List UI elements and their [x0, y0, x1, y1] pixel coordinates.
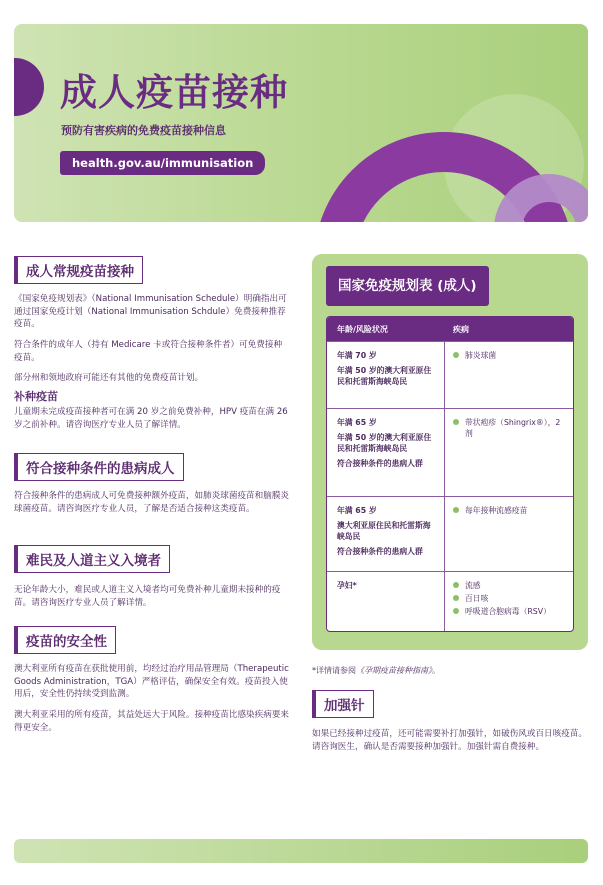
routine-paragraph-1: 《国家免疫规划表》（National Immunisation Schedule）明确指出可通过国家免疫计划（National Immunisation Schdule）免费接种推荐疫苗。: [14, 294, 287, 329]
age-line: 年满 65 岁: [337, 506, 377, 515]
table-row: [327, 496, 573, 571]
bullet-dot-icon: [453, 419, 459, 425]
catchup-paragraph: 儿童期未完成疫苗接种者可在满 20 岁之前免费补种，HPV 疫苗在满 26 岁之前补种。请咨询医疗专业人员了解详情。: [14, 407, 288, 430]
disease-item: 百日咳: [465, 594, 489, 603]
footer-bar: [14, 839, 588, 863]
disease-item: 呼吸道合胞病毒（RSV）: [465, 607, 551, 616]
website-link[interactable]: health.gov.au/immunisation: [60, 151, 265, 175]
bullet-dot-icon: [453, 582, 459, 588]
footnote: [312, 665, 440, 676]
footnote-link[interactable]: 《孕期疫苗接种指南》: [356, 666, 432, 675]
footnote-prefix: *详情请参阅: [312, 666, 356, 675]
column-header-disease: 疾病: [453, 324, 469, 334]
row-age-cell: [327, 497, 445, 571]
table-row: [327, 341, 573, 408]
age-line: 澳大利亚原住民和托雷斯海峡岛民: [337, 521, 431, 541]
row-disease-cell: [445, 342, 573, 408]
bullet-dot-icon: [453, 595, 459, 601]
age-line: 年满 70 岁: [337, 351, 377, 360]
disease-item: 每年接种流感疫苗: [465, 506, 528, 515]
routine-paragraph-2: 符合条件的成年人（持有 Medicare 卡或符合接种条件者）可免费接种疫苗。: [14, 340, 283, 363]
column-header-age: 年龄/风险状况: [337, 324, 388, 334]
age-line: 年满 50 岁的澳大利亚原住民和托雷斯海峡岛民: [337, 433, 432, 453]
table-header: [327, 317, 573, 341]
age-line: 孕妇*: [337, 581, 357, 590]
page-title: 成人疫苗接种: [60, 71, 288, 114]
bullet-dot-icon: [453, 352, 459, 358]
age-line: 年满 65 岁: [337, 418, 377, 427]
section-title-refugees: 难民及人道主义入境者: [14, 545, 170, 573]
row-age-cell: [327, 342, 445, 408]
bullet-dot-icon: [453, 608, 459, 614]
section-title-medical: 符合接种条件的患病成人: [14, 453, 184, 481]
schedule-table: [326, 316, 574, 632]
age-line: 符合接种条件的患病人群: [337, 547, 423, 556]
age-line: 符合接种条件的患病人群: [337, 459, 423, 468]
safety-paragraph-1: 澳大利亚所有疫苗在获批使用前，均经过治疗用品管理局（Therapeutic Goods Administration，TGA）严格评估，确保安全有效。疫苗投入使用后，安全性仍持续受到监测。: [14, 664, 289, 699]
table-row: [327, 571, 573, 631]
row-disease-cell: [445, 572, 573, 631]
schedule-panel-title: 国家免疫规划表 (成人): [326, 266, 489, 306]
bullet-dot-icon: [453, 507, 459, 513]
header-banner: [14, 24, 588, 222]
safety-paragraph-2: 澳大利亚采用的所有疫苗，其益处远大于风险。接种疫苗比感染疾病要来得更安全。: [14, 710, 290, 733]
disease-item: 流感: [465, 581, 481, 590]
footnote-suffix: 。: [432, 666, 440, 675]
row-disease-cell: [445, 497, 573, 571]
row-age-cell: [327, 409, 445, 496]
refugees-paragraph: 无论年龄大小，难民或人道主义入境者均可免费补种儿童期未接种的疫苗。请咨询医疗专业人员了解详情。: [14, 585, 281, 608]
page-subtitle: 预防有害疾病的免费疫苗接种信息: [61, 124, 226, 137]
booster-paragraph: 如果已经接种过疫苗，还可能需要补打加强针，如破伤风或百日咳疫苗。请咨询医生，确认是否需要接种加强针。加强针需自费接种。: [312, 729, 588, 752]
routine-paragraph-3: 部分州和领地政府可能还有其他的免费疫苗计划。: [14, 373, 204, 383]
disease-item: 肺炎球菌: [465, 351, 497, 360]
section-title-booster: 加强针: [312, 690, 374, 718]
decorative-dot: [14, 58, 44, 116]
row-age-cell: [327, 572, 445, 631]
section-title-safety: 疫苗的安全性: [14, 626, 116, 654]
age-line: 年满 50 岁的澳大利亚原住民和托雷斯海峡岛民: [337, 366, 432, 386]
catchup-heading: 补种疫苗: [14, 390, 58, 403]
section-title-routine: 成人常规疫苗接种: [14, 256, 143, 284]
disease-item: 带状疱疹（Shingrix®），2 剂: [465, 418, 561, 438]
table-row: [327, 408, 573, 496]
row-disease-cell: [445, 409, 573, 496]
medical-paragraph: 符合接种条件的患病成人可免费接种额外疫苗，如肺炎球菌疫苗和脑膜炎球菌疫苗。请咨询医疗专业人员，了解是否适合接种这类疫苗。: [14, 491, 290, 514]
